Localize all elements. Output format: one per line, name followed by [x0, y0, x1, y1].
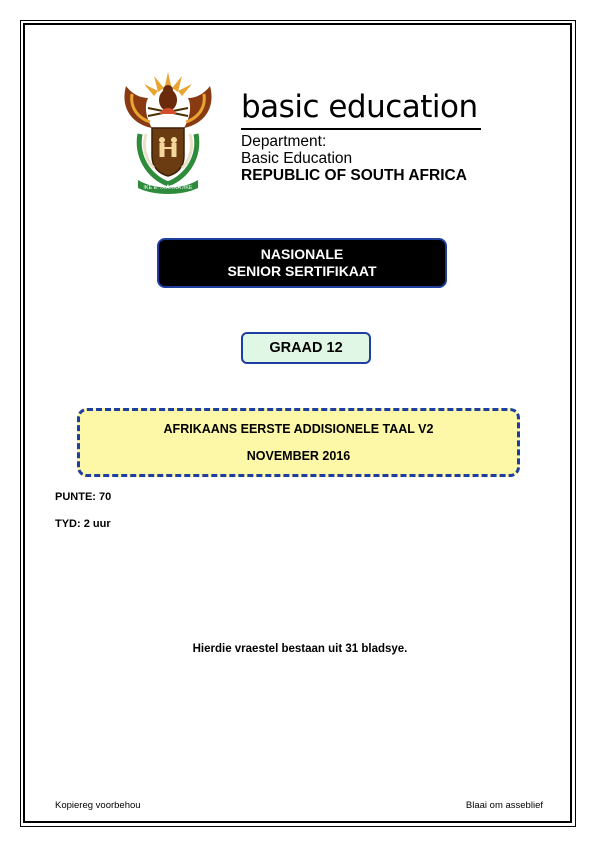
- country-name: REPUBLIC OF SOUTH AFRICA: [241, 167, 467, 184]
- certificate-line-2: SENIOR SERTIFIKAAT: [227, 263, 377, 279]
- footer-turn-over: Blaai om asseblief: [465, 800, 543, 811]
- footer-copyright: Kopiereg voorbehou: [55, 800, 141, 811]
- marks-label: PUNTE: 70: [55, 491, 112, 503]
- page-count-note: Hierdie vraestel bestaan uit 31 bladsye.: [192, 643, 408, 655]
- department-line-1: Department:: [241, 133, 327, 150]
- certificate-line-1: NASIONALE: [260, 246, 344, 262]
- subject-title: AFRIKAANS EERSTE ADDISIONELE TAAL V2: [163, 421, 434, 436]
- certificate-banner: [157, 238, 447, 288]
- subject-box: [77, 408, 520, 477]
- time-label: TYD: 2 uur: [55, 518, 111, 530]
- department-line-2: Basic Education: [241, 150, 353, 167]
- grade-badge: GRAAD 12: [241, 332, 371, 364]
- brand-name: basic education: [241, 89, 478, 125]
- crest-motto: !KE E: /XARRA //KE: [143, 185, 193, 191]
- brand-divider: [241, 128, 481, 130]
- exam-date: NOVEMBER 2016: [246, 449, 351, 464]
- department-block: [241, 133, 467, 184]
- coat-of-arms-icon: [118, 68, 218, 196]
